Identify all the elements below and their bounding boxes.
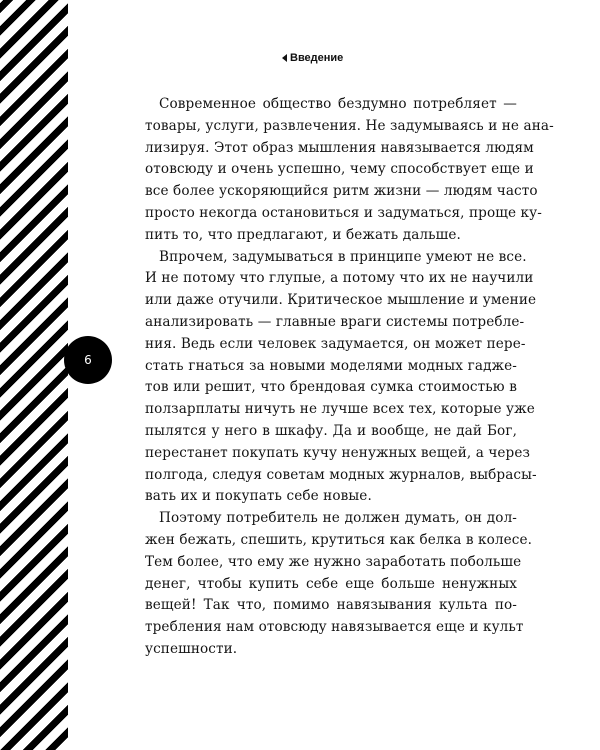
text-line: полгода, следуя советам модных журналов, выбрасы- bbox=[145, 466, 537, 483]
text-line: вещей! Так что, помимо навязывания культа по- bbox=[145, 597, 517, 614]
page-number: 6 bbox=[84, 353, 92, 367]
page-number-badge bbox=[64, 336, 112, 384]
paragraph bbox=[145, 94, 554, 247]
text-line: просто некогда остановиться и задуматься, проще ку- bbox=[145, 204, 542, 221]
text-line: стать гнаться за новыми моделями модных гаджe- bbox=[145, 357, 517, 374]
text-line: все более ускоряющийся ритм жизни — людям часто bbox=[145, 183, 538, 200]
text-line: успешности. bbox=[145, 640, 238, 657]
text-line: лизируя. Этот образ мышления навязывается людям bbox=[145, 139, 534, 156]
text-line: ния. Ведь если человек задумается, он может пере- bbox=[145, 335, 526, 352]
text-line: пить то, что предлагают, и бежать дальше. bbox=[145, 226, 461, 243]
text-line: Тем более, что ему же нужно заработать побольше bbox=[145, 553, 522, 570]
text-line: требления нам отовсюду навязывается еще и культ bbox=[145, 619, 524, 636]
text-line: Современное общество бездумно потребляет — bbox=[159, 96, 517, 112]
text-line: И не потому что глупые, а потому что их не научили bbox=[145, 270, 534, 287]
section-title: Введение bbox=[290, 52, 344, 64]
section-header bbox=[282, 52, 343, 64]
text-line: денег, чтобы купить себе еще больше ненужных bbox=[145, 575, 517, 592]
text-line: пылятся у него в шкафу. Да и вообще, не дай Бог, bbox=[145, 422, 517, 439]
text-line: жен бежать, спешить, крутиться как белка в колесе. bbox=[145, 531, 533, 548]
text-line: Поэтому потребитель не должен думать, он дол- bbox=[159, 510, 517, 527]
text-line: отовсюду и очень успешно, чему способствует еще и bbox=[145, 161, 534, 178]
text-line: товары, услуги, развлечения. Не задумываясь и не ана- bbox=[145, 117, 554, 134]
left-triangle-icon bbox=[282, 54, 287, 62]
text-line: Впрочем, задумываться в принципе умеют не все. bbox=[159, 248, 527, 265]
text-line: перестанет покупать кучу ненужных вещей, а через bbox=[145, 444, 531, 461]
text-line: или даже отучили. Критическое мышление и умение bbox=[145, 292, 537, 309]
text-line: ползарплаты ничуть не лучше всех тех, которые уже bbox=[145, 401, 535, 418]
decorative-stripe-band bbox=[0, 0, 68, 750]
text-line: вать их и покупать себе новые. bbox=[145, 488, 372, 505]
body-text bbox=[145, 94, 554, 661]
text-line: анализировать — главные враги системы потребле- bbox=[145, 313, 525, 330]
paragraph bbox=[145, 247, 537, 509]
paragraph bbox=[145, 508, 533, 661]
text-line: тов или решит, что брендовая сумка стоимостью в bbox=[145, 379, 517, 396]
